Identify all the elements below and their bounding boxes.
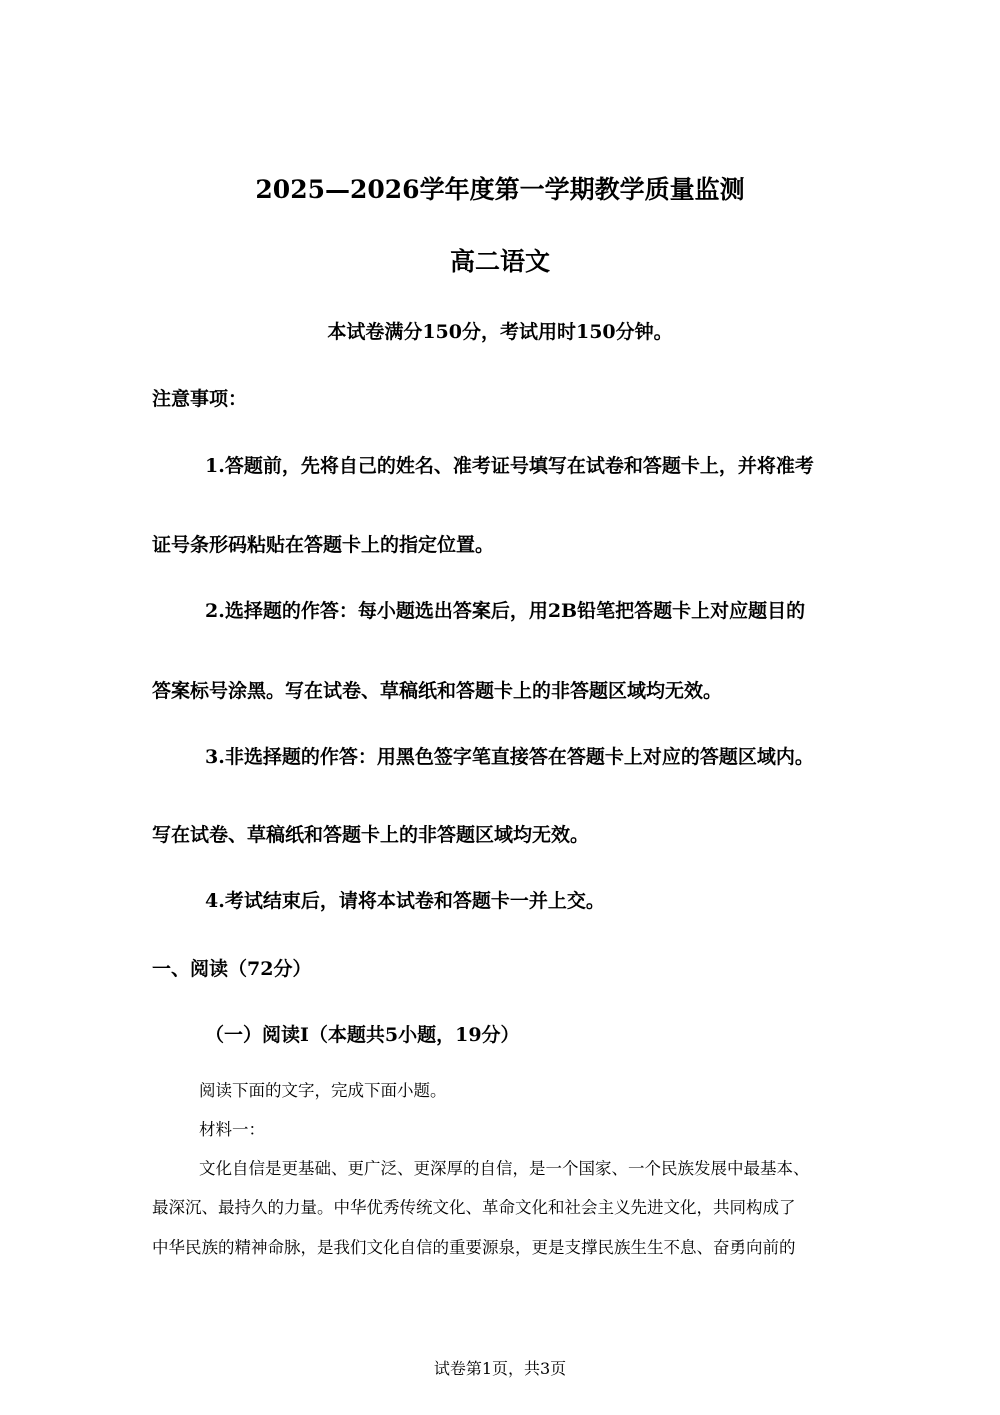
score-info: 本试卷满分150分，考试用时150分钟。 <box>327 321 673 343</box>
note-item-3-line1: 3.非选择题的作答：用黑色签字笔直接答在答题卡上对应的答题区域内。 <box>205 746 814 768</box>
note-item-1-line1: 1.答题前，先将自己的姓名、准考证号填写在试卷和答题卡上，并将准考 <box>205 455 814 477</box>
note-item-2-line1: 2.选择题的作答：每小题选出答案后，用2B铅笔把答题卡上对应题目的 <box>205 600 806 622</box>
note-item-3-line2: 写在试卷、草稿纸和答题卡上的非答题区域均无效。 <box>152 824 590 846</box>
passage-line-1: 文化自信是更基础、更广泛、更深厚的自信，是一个国家、一个民族发展中最基本、 <box>199 1159 810 1178</box>
page-footer: 试卷第1页，共3页 <box>433 1359 567 1378</box>
note-item-2-line2: 答案标号涂黑。写在试卷、草稿纸和答题卡上的非答题区域均无效。 <box>152 680 723 702</box>
section-subheading: （一）阅读I（本题共5小题，19分） <box>205 1024 520 1046</box>
note-item-4-line1: 4.考试结束后，请将本试卷和答题卡一并上交。 <box>205 890 605 912</box>
passage-line-2: 最深沉、最持久的力量。中华优秀传统文化、革命文化和社会主义先进文化，共同构成了 <box>152 1198 796 1217</box>
exam-title: 2025—2026学年度第一学期教学质量监测 <box>255 175 745 204</box>
section-heading: 一、阅读（72分） <box>152 958 312 980</box>
passage-line-3: 中华民族的精神命脉，是我们文化自信的重要源泉，更是支撑民族生生不息、奋勇向前的 <box>152 1238 796 1257</box>
material-label: 材料一： <box>199 1120 265 1139</box>
note-item-1-line2: 证号条形码粘贴在答题卡上的指定位置。 <box>152 534 495 556</box>
reading-instruction: 阅读下面的文字，完成下面小题。 <box>199 1081 447 1100</box>
notes-heading: 注意事项： <box>152 388 248 410</box>
subject-title: 高二语文 <box>449 247 550 276</box>
